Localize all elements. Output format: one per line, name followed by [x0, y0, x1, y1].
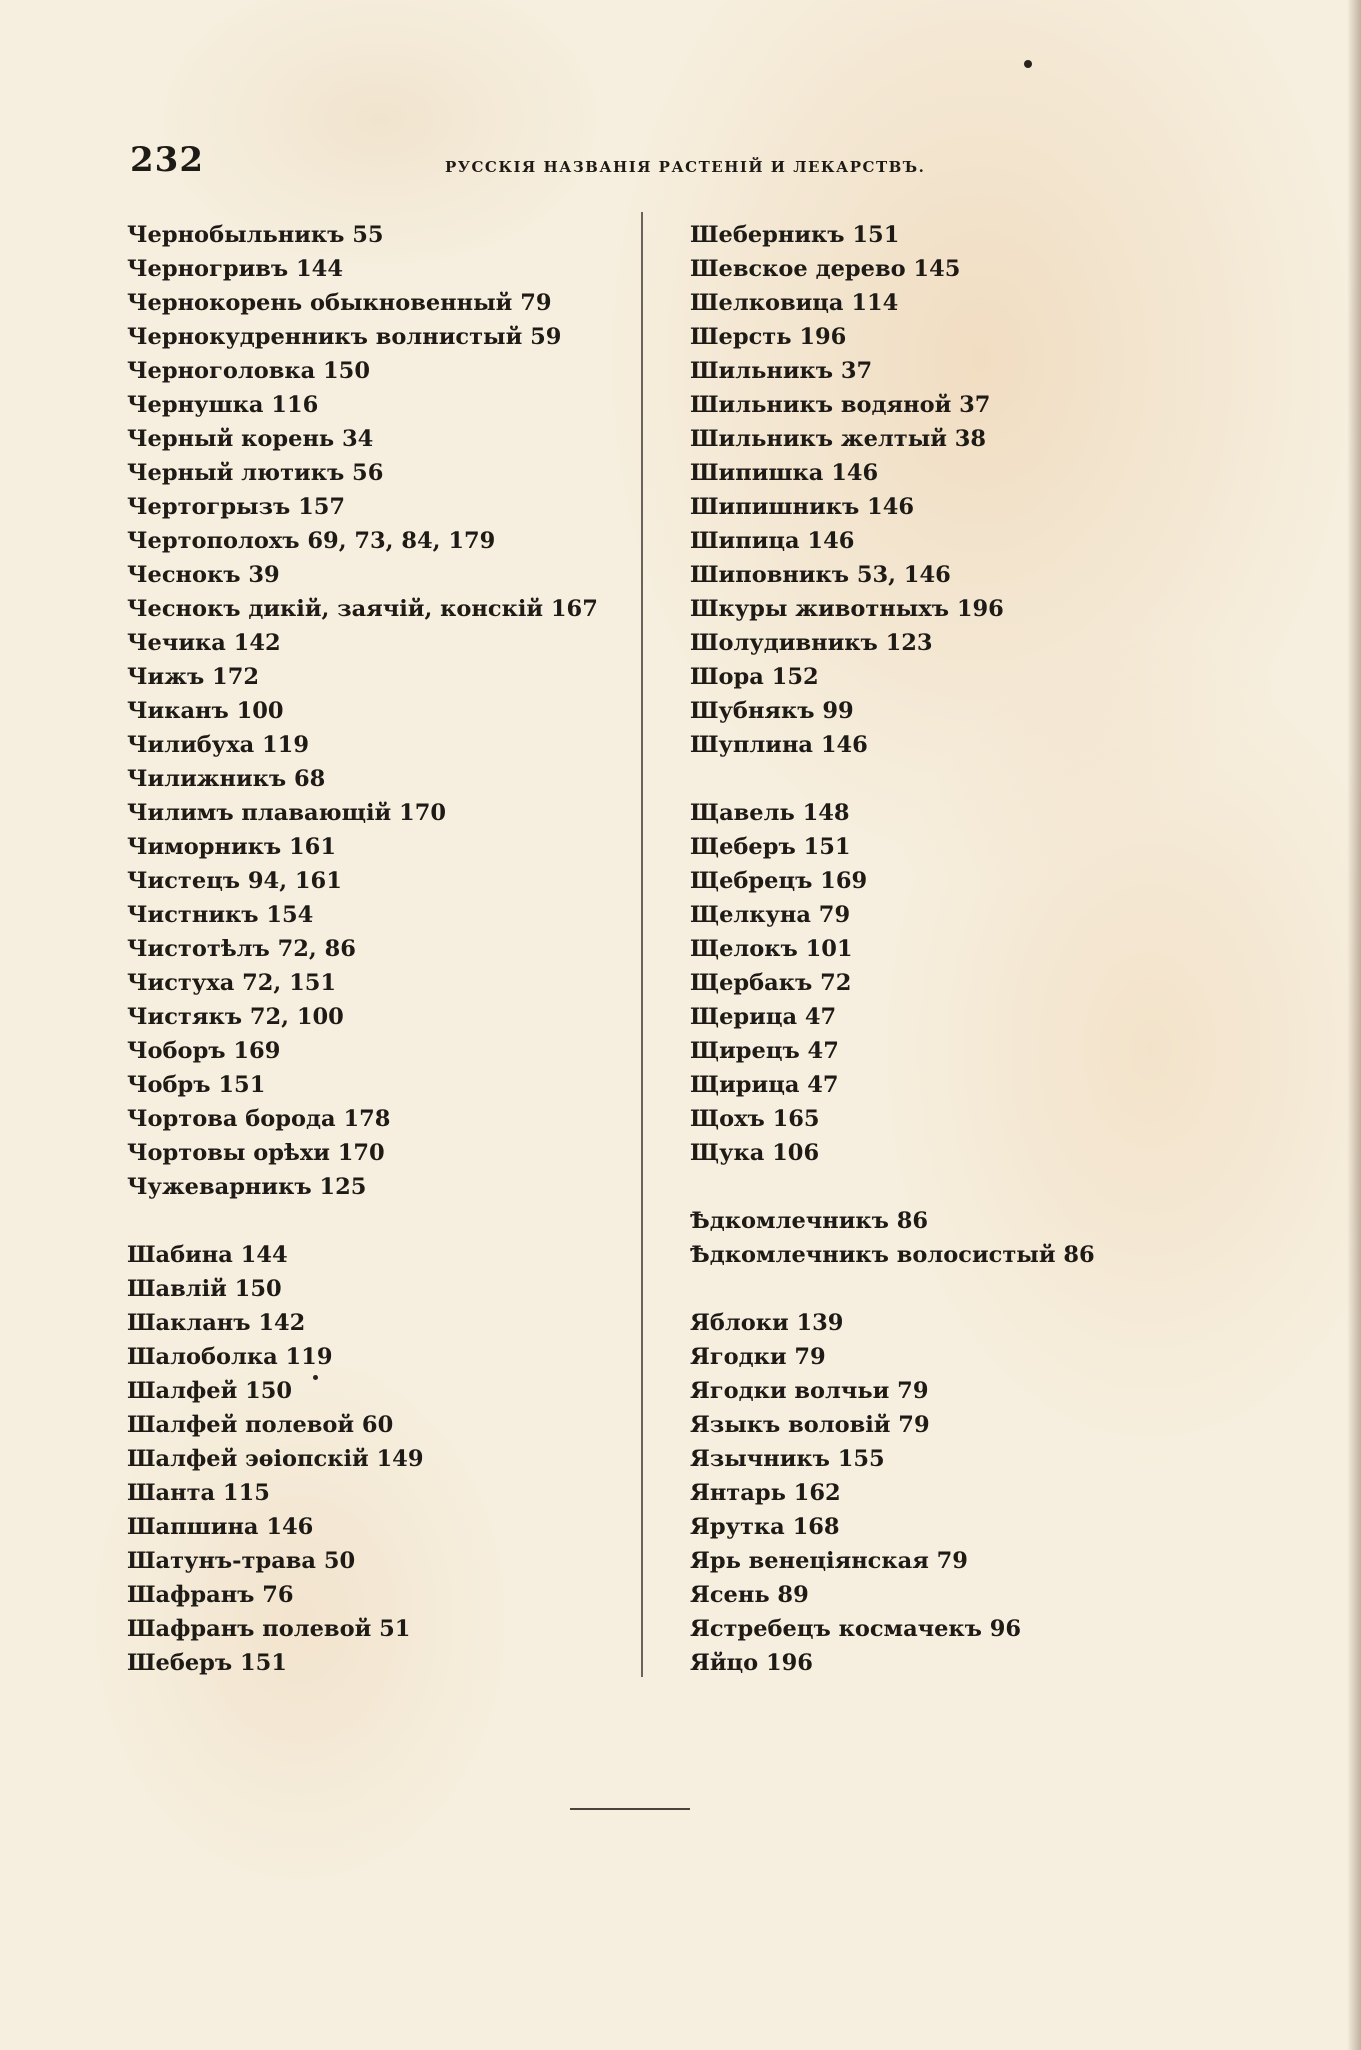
index-entry: Шанта 115: [127, 1480, 270, 1506]
index-entry: Ягодки волчьи 79: [690, 1378, 929, 1404]
index-entry: Чортовы орѣхи 170: [127, 1140, 385, 1166]
index-entry: Шубнякъ 99: [690, 698, 854, 724]
index-entry: Шора 152: [690, 664, 819, 690]
index-entry: Шатунъ-трава 50: [127, 1548, 356, 1574]
index-entry: Шкуры животныхъ 196: [690, 596, 1004, 622]
index-entry: Чистникъ 154: [127, 902, 314, 928]
index-entry: Щелкуна 79: [690, 902, 851, 928]
index-entry: Чернушка 116: [127, 392, 319, 418]
index-entry: Ягодки 79: [690, 1344, 826, 1370]
index-entry: Щелокъ 101: [690, 936, 853, 962]
section-gap: [690, 762, 1095, 796]
index-entry: Чистотѣлъ 72, 86: [127, 936, 356, 962]
index-entry: Щербакъ 72: [690, 970, 852, 996]
index-entry: Шипишка 146: [690, 460, 879, 486]
index-entry: Шелковица 114: [690, 290, 899, 316]
index-entry: Шалфей полевой 60: [127, 1412, 394, 1438]
index-entry: Чижъ 172: [127, 664, 260, 690]
index-entry: Чилибуха 119: [127, 732, 309, 758]
index-entry: Шевское дерево 145: [690, 256, 961, 282]
index-entry: Шипица 146: [690, 528, 855, 554]
index-entry: Щирецъ 47: [690, 1038, 839, 1064]
index-entry: Ярутка 168: [690, 1514, 840, 1540]
index-entry: Чобръ 151: [127, 1072, 266, 1098]
column-divider: [641, 212, 643, 1677]
index-entry: Черный корень 34: [127, 426, 374, 452]
index-entry: Щирица 47: [690, 1072, 839, 1098]
index-entry: Шильникъ водяной 37: [690, 392, 991, 418]
index-entry: Шакланъ 142: [127, 1310, 306, 1336]
index-entry: Щебрецъ 169: [690, 868, 868, 894]
index-entry: Шолудивникъ 123: [690, 630, 933, 656]
index-entry: Чернокорень обыкновенный 79: [127, 290, 552, 316]
index-entry: Чертогрызъ 157: [127, 494, 346, 520]
page-number: 232: [130, 140, 204, 180]
index-entry: Чеснокъ 39: [127, 562, 280, 588]
index-entry: Щеберъ 151: [690, 834, 851, 860]
index-entry: Чортова борода 178: [127, 1106, 391, 1132]
index-entry: Янтарь 162: [690, 1480, 841, 1506]
index-entry: Чоборъ 169: [127, 1038, 281, 1064]
index-entry: Шеберъ 151: [127, 1650, 287, 1676]
section-gap: [127, 1204, 598, 1238]
index-entry: Чилижникъ 68: [127, 766, 326, 792]
index-entry: Чиканъ 100: [127, 698, 284, 724]
index-entry: Черногривъ 144: [127, 256, 343, 282]
index-entry: Шуплина 146: [690, 732, 868, 758]
index-entry: Языкъ воловій 79: [690, 1412, 930, 1438]
index-entry: Шалоболка 119: [127, 1344, 333, 1370]
index-entry: Ясень 89: [690, 1582, 809, 1608]
index-entry: Чернокудренникъ волнистый 59: [127, 324, 562, 350]
ink-speck: [1024, 60, 1032, 68]
index-entry: Чистуха 72, 151: [127, 970, 337, 996]
running-head: РУССКІЯ НАЗВАНІЯ РАСТЕНІЙ И ЛЕКАРСТВЪ.: [445, 158, 926, 176]
index-entry: Шильникъ 37: [690, 358, 873, 384]
index-entry: Шафранъ полевой 51: [127, 1616, 411, 1642]
index-column-right: [690, 218, 1095, 1680]
index-entry: Шипишникъ 146: [690, 494, 915, 520]
index-entry: Щерица 47: [690, 1004, 837, 1030]
index-entry: Шерсть 196: [690, 324, 847, 350]
section-gap: [690, 1170, 1095, 1204]
end-rule: [570, 1808, 690, 1810]
index-entry: Ѣдкомлечникъ волосистый 86: [690, 1242, 1095, 1268]
index-entry: Чистецъ 94, 161: [127, 868, 342, 894]
index-entry: Шеберникъ 151: [690, 222, 900, 248]
index-entry: Черноголовка 150: [127, 358, 370, 384]
index-entry: Шильникъ желтый 38: [690, 426, 987, 452]
page-binding-edge: [1347, 0, 1361, 2050]
index-entry: Шафранъ 76: [127, 1582, 294, 1608]
ink-speck: [313, 1375, 318, 1380]
index-entry: Чечика 142: [127, 630, 281, 656]
index-entry: Чертополохъ 69, 73, 84, 179: [127, 528, 496, 554]
index-entry: Щавель 148: [690, 800, 850, 826]
index-entry: Яблоки 139: [690, 1310, 844, 1336]
section-gap: [690, 1272, 1095, 1306]
index-entry: Шавлій 150: [127, 1276, 282, 1302]
index-entry: Чистякъ 72, 100: [127, 1004, 344, 1030]
index-entry: Ярь венеціянская 79: [690, 1548, 968, 1574]
index-entry: Ястребецъ космачекъ 96: [690, 1616, 1022, 1642]
index-entry: Ѣдкомлечникъ 86: [690, 1208, 929, 1234]
index-column-left: [127, 218, 598, 1680]
index-entry: Шапшина 146: [127, 1514, 314, 1540]
index-entry: Шалфей эѳіопскій 149: [127, 1446, 424, 1472]
index-entry: Чеснокъ дикій, заячій, конскій 167: [127, 596, 598, 622]
index-entry: Чужеварникъ 125: [127, 1174, 367, 1200]
index-entry: Чилимъ плавающій 170: [127, 800, 446, 826]
index-entry: Яйцо 196: [690, 1650, 813, 1676]
index-entry: Шабина 144: [127, 1242, 288, 1268]
index-entry: Язычникъ 155: [690, 1446, 885, 1472]
index-entry: Шалфей 150: [127, 1378, 293, 1404]
index-entry: Щука 106: [690, 1140, 820, 1166]
index-entry: Щохъ 165: [690, 1106, 820, 1132]
index-entry: Шиповникъ 53, 146: [690, 562, 951, 588]
index-entry: Черный лютикъ 56: [127, 460, 384, 486]
index-entry: Чернобыльникъ 55: [127, 222, 384, 248]
index-entry: Чиморникъ 161: [127, 834, 336, 860]
